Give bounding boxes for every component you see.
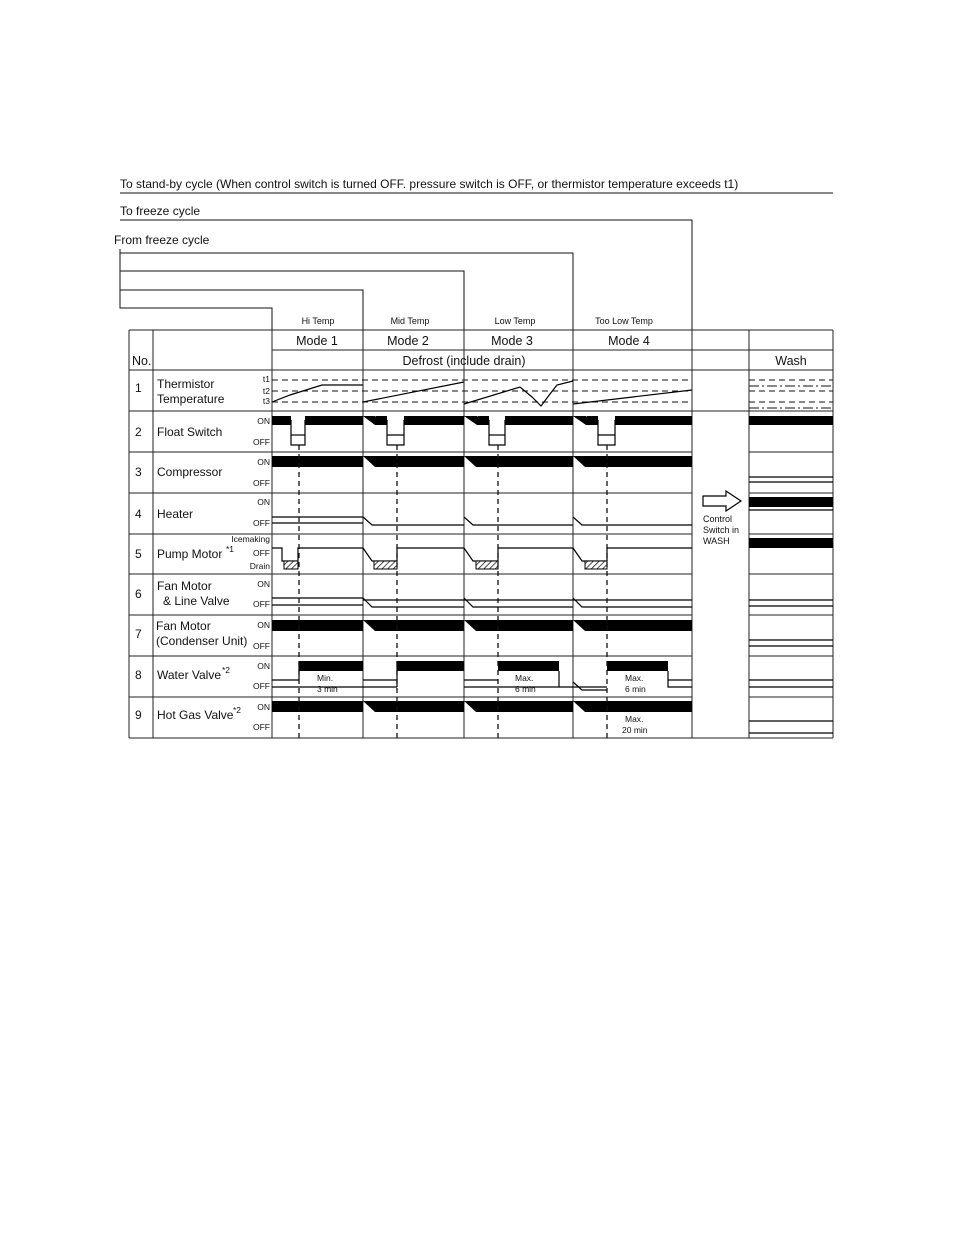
defrost-header: Defrost (include drain) [402, 354, 526, 368]
table-header [132, 334, 807, 368]
control-switch-note [703, 491, 741, 546]
row-labels [135, 374, 270, 732]
state-label: ON [257, 620, 270, 630]
row-name: Temperature [157, 392, 225, 406]
mode-2-temp-curve [363, 382, 464, 402]
mode-1-header: Mode 1 [296, 334, 338, 348]
row-number: 4 [135, 507, 142, 521]
note-label: Switch in [703, 525, 740, 535]
row-name: Hot Gas Valve [157, 708, 234, 722]
row-name: Fan Motor [156, 619, 211, 633]
state-label: t1 [262, 374, 270, 384]
state-label: OFF [253, 478, 270, 488]
row-name: Pump Motor [157, 547, 223, 561]
right-arrow-icon [703, 491, 741, 511]
row-number: 1 [135, 381, 142, 395]
temp-range-mid: Mid Temp [390, 316, 430, 326]
superscript-note: *2 [233, 705, 242, 715]
state-label: OFF [253, 518, 270, 528]
note-label: Control [703, 514, 733, 524]
state-label: OFF [253, 548, 270, 558]
state-label: ON [257, 457, 270, 467]
row-number: 8 [135, 668, 142, 682]
row-number: 2 [135, 425, 142, 439]
mode-1-temp-curve [272, 385, 363, 402]
row-number: 5 [135, 547, 142, 561]
mode-4-header: Mode 4 [608, 334, 650, 348]
state-label: Drain [249, 561, 270, 571]
temp-range-hi: Hi Temp [301, 316, 335, 326]
row-number: 9 [135, 708, 142, 722]
no-header: No. [132, 354, 152, 368]
row-name: Thermistor [157, 377, 215, 391]
state-label: OFF [253, 641, 270, 651]
temp-range-too-low: Too Low Temp [595, 316, 653, 326]
row-name: Compressor [157, 465, 223, 479]
state-label: OFF [253, 599, 270, 609]
note-label: 20 min [622, 725, 648, 735]
note-label: Min. [317, 673, 334, 683]
state-label: ON [257, 416, 270, 426]
from-freeze-label: From freeze cycle [114, 233, 210, 247]
state-label: t2 [262, 386, 270, 396]
superscript-note: *2 [222, 665, 231, 675]
note-label: 6 min [515, 684, 536, 694]
state-label: OFF [253, 437, 270, 447]
row-name: & Line Valve [163, 594, 230, 608]
state-label: ON [257, 661, 270, 671]
state-label: t3 [262, 396, 270, 406]
row-name: (Condenser Unit) [156, 634, 248, 648]
note-label: WASH [703, 536, 730, 546]
state-label: ON [257, 497, 270, 507]
state-label: ON [257, 579, 270, 589]
temp-range-low: Low Temp [494, 316, 536, 326]
row-name: Water Valve [157, 668, 222, 682]
state-label: OFF [253, 681, 270, 691]
note-label: Max. [515, 673, 534, 683]
superscript-note: *1 [226, 544, 235, 554]
row-name: Fan Motor [157, 579, 212, 593]
mode-2-header: Mode 2 [387, 334, 429, 348]
standby-label: To stand-by cycle (When control switch is turned OFF. pressure switch is OFF, or thermistor temperature exceeds t1) [120, 177, 739, 191]
state-label: Icemaking [231, 534, 270, 544]
timing-markers [299, 445, 607, 738]
state-label: ON [257, 702, 270, 712]
mode-3-header: Mode 3 [491, 334, 533, 348]
state-label: OFF [253, 722, 270, 732]
row-number: 7 [135, 627, 142, 641]
note-label: Max. [625, 714, 644, 724]
row-name: Float Switch [157, 425, 223, 439]
note-label: Max. [625, 673, 644, 683]
row-name: Heater [157, 507, 194, 521]
to-freeze-label: To freeze cycle [120, 204, 201, 218]
row-number: 6 [135, 587, 142, 601]
flow-header [114, 177, 833, 330]
note-label: 6 min [625, 684, 646, 694]
row-number: 3 [135, 465, 142, 479]
wash-header: Wash [775, 354, 807, 368]
note-label: 3 min [317, 684, 338, 694]
